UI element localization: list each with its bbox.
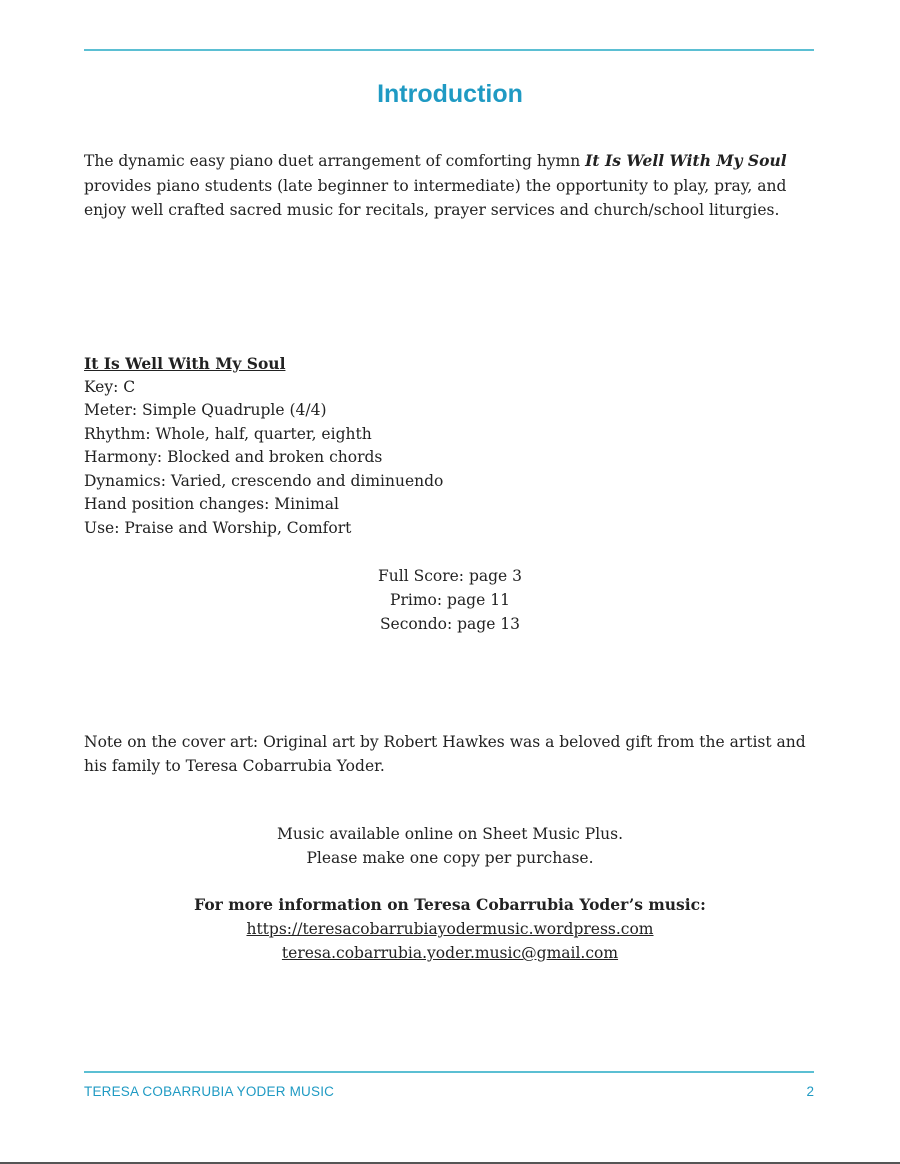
detail-harmony: Harmony: Blocked and broken chords: [84, 448, 383, 466]
detail-meter: Meter: Simple Quadruple (4/4): [84, 401, 327, 419]
detail-use: Use: Praise and Worship, Comfort: [84, 518, 352, 537]
page-title: Introduction: [377, 80, 523, 108]
primo-page: Primo: page 11: [390, 591, 510, 609]
page-index: [0, 564, 900, 636]
availability-line-1: Music available online on Sheet Music Plus.: [276, 825, 624, 843]
detail-dynamics: Dynamics: Varied, crescendo and diminuendo: [84, 471, 444, 490]
full-score-page: Full Score: page 3: [378, 567, 522, 585]
availability-note: [0, 822, 900, 870]
intro-paragraph: [84, 149, 824, 223]
hymn-details: [84, 352, 584, 540]
cover-art-note: Note on the cover art: Original art by Robert Hawkes was a beloved gift from the artist and his family to Teresa Cobarrubia Yoder.: [84, 733, 806, 775]
availability-line-2: Please make one copy per purchase.: [306, 849, 594, 867]
intro-text-after: provides piano students (late beginner to intermediate) the opportunity to play, pray, and enjoy well crafted sacred music for recitals, prayer services and church/school liturgies.: [84, 176, 787, 219]
page-number: 2: [806, 1084, 814, 1099]
more-info-heading: For more information on Teresa Cobarrubia Yoder’s music:: [194, 895, 706, 914]
email-link[interactable]: teresa.cobarrubia.yoder.music@gmail.com: [281, 944, 619, 962]
detail-key: Key: C: [84, 377, 136, 396]
detail-rhythm: Rhythm: Whole, half, quarter, eighth: [84, 424, 372, 443]
top-divider: [84, 49, 814, 51]
bottom-divider: [84, 1071, 814, 1073]
more-info: [0, 893, 900, 965]
detail-hand-position: Hand position changes: Minimal: [84, 495, 339, 513]
secondo-page: Secondo: page 13: [379, 615, 521, 633]
footer-brand: TERESA COBARRUBIA YODER MUSIC: [84, 1084, 335, 1099]
intro-hymn-title: It Is Well With My Soul: [585, 151, 787, 170]
intro-text-before: The dynamic easy piano duet arrangement of comforting hymn: [84, 152, 586, 170]
website-link[interactable]: https://teresacobarrubiayodermusic.wordpress.com: [246, 920, 654, 938]
details-heading: It Is Well With My Soul: [84, 354, 286, 373]
